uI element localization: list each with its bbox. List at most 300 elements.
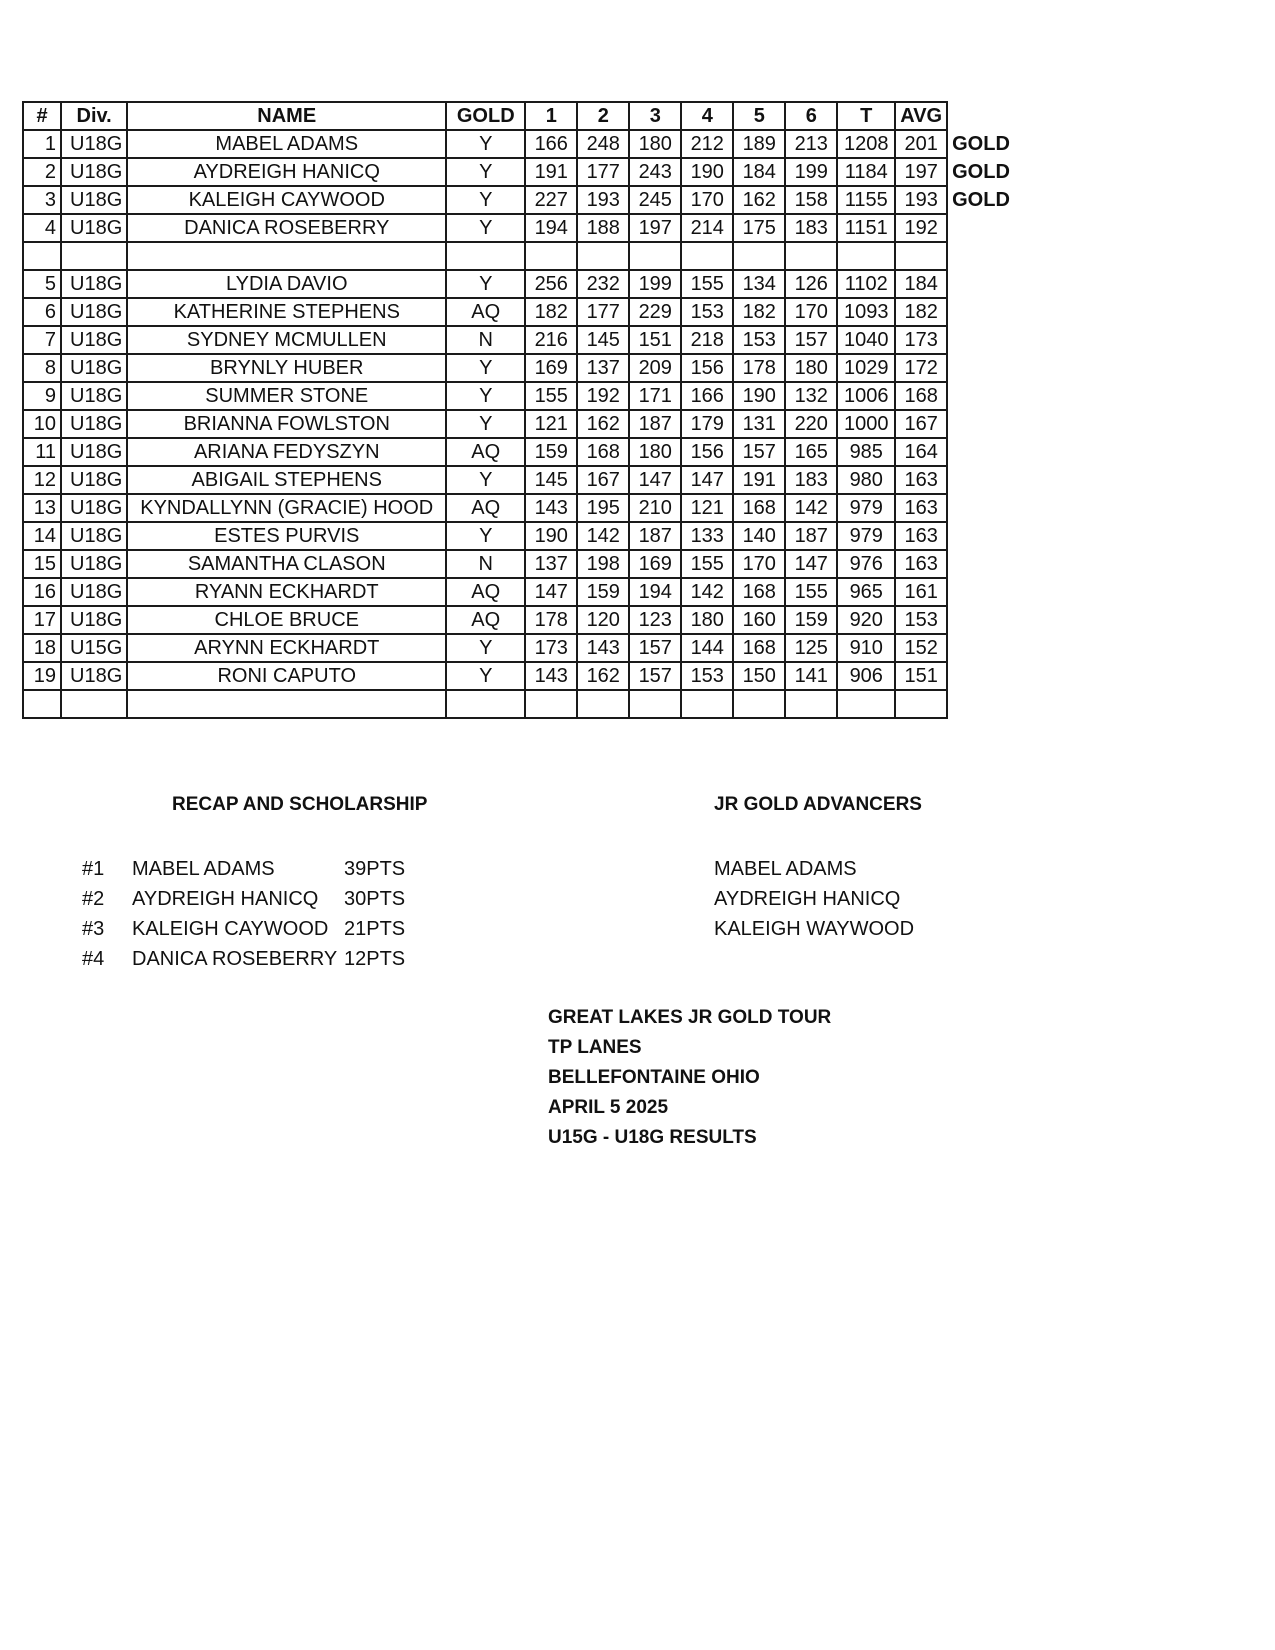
- rank-cell: 9: [23, 382, 61, 410]
- recap-name: MABEL ADAMS: [132, 858, 275, 880]
- game-5-cell: 190: [733, 382, 785, 410]
- empty-cell: [837, 242, 895, 270]
- gold-status-cell: Y: [446, 522, 525, 550]
- total-cell: 1102: [837, 270, 895, 298]
- table-row: [23, 130, 1015, 158]
- header-game-3: 3: [629, 102, 681, 130]
- empty-cell: [127, 690, 446, 718]
- game-3-cell: 147: [629, 466, 681, 494]
- empty-cell: [525, 242, 577, 270]
- average-cell: 164: [895, 438, 947, 466]
- game-6-cell: 187: [785, 522, 837, 550]
- game-4-cell: 156: [681, 354, 733, 382]
- header-game-4: 4: [681, 102, 733, 130]
- division-cell: U18G: [61, 606, 127, 634]
- empty-cell: [23, 690, 61, 718]
- gold-flag-label: [947, 634, 1015, 662]
- gold-flag-label: [947, 550, 1015, 578]
- average-cell: 193: [895, 186, 947, 214]
- name-cell: BRYNLY HUBER: [127, 354, 446, 382]
- empty-cell: [23, 242, 61, 270]
- table-row: [23, 662, 1015, 690]
- game-4-cell: 214: [681, 214, 733, 242]
- gold-flag-label: [947, 522, 1015, 550]
- rank-cell: 14: [23, 522, 61, 550]
- division-cell: U18G: [61, 270, 127, 298]
- game-5-cell: 189: [733, 130, 785, 158]
- division-cell: U18G: [61, 662, 127, 690]
- name-cell: SUMMER STONE: [127, 382, 446, 410]
- average-cell: 168: [895, 382, 947, 410]
- game-3-cell: 245: [629, 186, 681, 214]
- game-4-cell: 218: [681, 326, 733, 354]
- game-4-cell: 170: [681, 186, 733, 214]
- advancer-name: MABEL ADAMS: [714, 858, 857, 880]
- total-cell: 1006: [837, 382, 895, 410]
- game-2-cell: 162: [577, 410, 629, 438]
- name-cell: KYNDALLYNN (GRACIE) HOOD: [127, 494, 446, 522]
- average-cell: 163: [895, 494, 947, 522]
- header-rank: #: [23, 102, 61, 130]
- game-3-cell: 209: [629, 354, 681, 382]
- game-6-cell: 159: [785, 606, 837, 634]
- table-row: [23, 270, 1015, 298]
- game-6-cell: 155: [785, 578, 837, 606]
- game-1-cell: 143: [525, 494, 577, 522]
- game-5-cell: 168: [733, 634, 785, 662]
- empty-row: [23, 242, 1015, 270]
- gold-flag-label: [947, 662, 1015, 690]
- game-5-cell: 182: [733, 298, 785, 326]
- game-2-cell: 193: [577, 186, 629, 214]
- total-cell: 979: [837, 494, 895, 522]
- gold-flag-label: GOLD: [952, 133, 1010, 155]
- empty-cell: [446, 242, 525, 270]
- game-6-cell: 183: [785, 214, 837, 242]
- game-4-cell: 180: [681, 606, 733, 634]
- game-1-cell: 137: [525, 550, 577, 578]
- game-5-cell: 150: [733, 662, 785, 690]
- game-4-cell: 153: [681, 662, 733, 690]
- empty-cell: [681, 242, 733, 270]
- recap-points: 30PTS: [344, 888, 406, 910]
- game-2-cell: 177: [577, 158, 629, 186]
- rank-cell: 18: [23, 634, 61, 662]
- game-2-cell: 137: [577, 354, 629, 382]
- empty-cell: [947, 690, 1015, 718]
- game-5-cell: 184: [733, 158, 785, 186]
- game-1-cell: 227: [525, 186, 577, 214]
- game-5-cell: 140: [733, 522, 785, 550]
- game-6-cell: 125: [785, 634, 837, 662]
- recap-title: RECAP AND SCHOLARSHIP: [172, 794, 428, 815]
- table-row: [23, 214, 1015, 242]
- average-cell: 163: [895, 466, 947, 494]
- game-3-cell: 151: [629, 326, 681, 354]
- game-3-cell: 123: [629, 606, 681, 634]
- game-3-cell: 243: [629, 158, 681, 186]
- name-cell: ABIGAIL STEPHENS: [127, 466, 446, 494]
- recap-name: KALEIGH CAYWOOD: [132, 918, 329, 940]
- game-5-cell: 168: [733, 578, 785, 606]
- game-5-cell: 157: [733, 438, 785, 466]
- gold-flag-label: [947, 214, 1015, 242]
- table-row: [23, 186, 1015, 214]
- name-cell: KATHERINE STEPHENS: [127, 298, 446, 326]
- gold-status-cell: AQ: [446, 494, 525, 522]
- recap-rank: #4: [82, 948, 105, 970]
- game-3-cell: 171: [629, 382, 681, 410]
- game-1-cell: 191: [525, 158, 577, 186]
- average-cell: 184: [895, 270, 947, 298]
- gold-status-cell: AQ: [446, 578, 525, 606]
- empty-cell: [525, 690, 577, 718]
- table-row: [23, 382, 1015, 410]
- total-cell: 979: [837, 522, 895, 550]
- total-cell: 980: [837, 466, 895, 494]
- game-3-cell: 180: [629, 130, 681, 158]
- game-3-cell: 180: [629, 438, 681, 466]
- gold-status-cell: N: [446, 550, 525, 578]
- empty-cell: [895, 690, 947, 718]
- event-info: [548, 1003, 831, 1153]
- top-rows: [23, 130, 1015, 242]
- name-cell: ARIANA FEDYSZYN: [127, 438, 446, 466]
- rank-cell: 2: [23, 158, 61, 186]
- average-cell: 153: [895, 606, 947, 634]
- game-2-cell: 162: [577, 662, 629, 690]
- name-cell: MABEL ADAMS: [127, 130, 446, 158]
- game-6-cell: 183: [785, 466, 837, 494]
- game-4-cell: 212: [681, 130, 733, 158]
- game-6-cell: 180: [785, 354, 837, 382]
- rank-cell: 7: [23, 326, 61, 354]
- game-6-cell: 213: [785, 130, 837, 158]
- game-4-cell: 179: [681, 410, 733, 438]
- gold-flag-label: [947, 298, 1015, 326]
- total-cell: 985: [837, 438, 895, 466]
- gold-flag-label: [947, 410, 1015, 438]
- game-3-cell: 210: [629, 494, 681, 522]
- total-cell: 1208: [837, 130, 895, 158]
- total-cell: 1093: [837, 298, 895, 326]
- recap-points: 39PTS: [344, 858, 406, 880]
- game-2-cell: 145: [577, 326, 629, 354]
- division-cell: U18G: [61, 158, 127, 186]
- game-1-cell: 155: [525, 382, 577, 410]
- rank-cell: 8: [23, 354, 61, 382]
- total-cell: 906: [837, 662, 895, 690]
- gold-status-cell: Y: [446, 354, 525, 382]
- recap-item: [82, 944, 422, 974]
- game-6-cell: 157: [785, 326, 837, 354]
- empty-cell: [733, 690, 785, 718]
- empty-cell: [446, 690, 525, 718]
- empty-cell: [61, 690, 127, 718]
- empty-cell: [837, 690, 895, 718]
- recap-rank: #2: [82, 888, 105, 910]
- gold-status-cell: Y: [446, 382, 525, 410]
- division-cell: U18G: [61, 354, 127, 382]
- division-cell: U18G: [61, 466, 127, 494]
- game-2-cell: 177: [577, 298, 629, 326]
- division-cell: U18G: [61, 326, 127, 354]
- game-6-cell: 142: [785, 494, 837, 522]
- name-cell: RONI CAPUTO: [127, 662, 446, 690]
- rank-cell: 19: [23, 662, 61, 690]
- game-5-cell: 131: [733, 410, 785, 438]
- event-venue: TP LANES: [548, 1037, 642, 1058]
- game-6-cell: 132: [785, 382, 837, 410]
- total-cell: 1155: [837, 186, 895, 214]
- game-3-cell: 187: [629, 522, 681, 550]
- game-5-cell: 178: [733, 354, 785, 382]
- average-cell: 182: [895, 298, 947, 326]
- total-cell: 976: [837, 550, 895, 578]
- event-tour-name: GREAT LAKES JR GOLD TOUR: [548, 1007, 832, 1028]
- gold-flag-label: [947, 438, 1015, 466]
- table-row: [23, 550, 1015, 578]
- gold-status-cell: Y: [446, 214, 525, 242]
- rank-cell: 1: [23, 130, 61, 158]
- trailing-row-group: [23, 690, 1015, 718]
- average-cell: 197: [895, 158, 947, 186]
- table-row: [23, 438, 1015, 466]
- game-1-cell: 121: [525, 410, 577, 438]
- game-2-cell: 142: [577, 522, 629, 550]
- empty-cell: [733, 242, 785, 270]
- event-date: APRIL 5 2025: [548, 1097, 669, 1118]
- game-4-cell: 166: [681, 382, 733, 410]
- game-1-cell: 159: [525, 438, 577, 466]
- game-2-cell: 188: [577, 214, 629, 242]
- division-cell: U18G: [61, 130, 127, 158]
- gold-flag-label: [947, 270, 1015, 298]
- recap-points: 12PTS: [344, 948, 406, 970]
- empty-cell: [629, 690, 681, 718]
- division-cell: U18G: [61, 438, 127, 466]
- header-game-6: 6: [785, 102, 837, 130]
- game-4-cell: 155: [681, 550, 733, 578]
- name-cell: RYANN ECKHARDT: [127, 578, 446, 606]
- game-1-cell: 178: [525, 606, 577, 634]
- gold-flag-label: [947, 494, 1015, 522]
- average-cell: 172: [895, 354, 947, 382]
- total-cell: 910: [837, 634, 895, 662]
- game-5-cell: 175: [733, 214, 785, 242]
- rank-cell: 15: [23, 550, 61, 578]
- division-cell: U18G: [61, 298, 127, 326]
- game-2-cell: 120: [577, 606, 629, 634]
- division-cell: U18G: [61, 214, 127, 242]
- game-2-cell: 198: [577, 550, 629, 578]
- game-3-cell: 194: [629, 578, 681, 606]
- rank-cell: 5: [23, 270, 61, 298]
- gold-status-cell: Y: [446, 634, 525, 662]
- game-1-cell: 173: [525, 634, 577, 662]
- advancer-name: AYDREIGH HANICQ: [714, 888, 901, 910]
- gold-flag-label: [947, 466, 1015, 494]
- gold-status-cell: Y: [446, 186, 525, 214]
- table-row: [23, 354, 1015, 382]
- header-game-2: 2: [577, 102, 629, 130]
- average-cell: 167: [895, 410, 947, 438]
- average-cell: 163: [895, 522, 947, 550]
- results-table: [22, 101, 1016, 719]
- division-cell: U18G: [61, 494, 127, 522]
- advancer-name: KALEIGH WAYWOOD: [714, 918, 915, 940]
- game-1-cell: 256: [525, 270, 577, 298]
- game-4-cell: 155: [681, 270, 733, 298]
- event-division-results: U15G - U18G RESULTS: [548, 1127, 757, 1148]
- game-2-cell: 195: [577, 494, 629, 522]
- game-4-cell: 121: [681, 494, 733, 522]
- recap-item: [82, 854, 422, 884]
- game-1-cell: 147: [525, 578, 577, 606]
- header-game-1: 1: [525, 102, 577, 130]
- rank-cell: 11: [23, 438, 61, 466]
- table-row: [23, 298, 1015, 326]
- name-cell: AYDREIGH HANICQ: [127, 158, 446, 186]
- game-2-cell: 167: [577, 466, 629, 494]
- total-cell: 1151: [837, 214, 895, 242]
- game-6-cell: 199: [785, 158, 837, 186]
- game-4-cell: 142: [681, 578, 733, 606]
- total-cell: 1040: [837, 326, 895, 354]
- game-1-cell: 182: [525, 298, 577, 326]
- event-location: BELLEFONTAINE OHIO: [548, 1067, 760, 1088]
- empty-cell: [127, 242, 446, 270]
- game-6-cell: 147: [785, 550, 837, 578]
- gold-flag-label: [947, 606, 1015, 634]
- game-4-cell: 153: [681, 298, 733, 326]
- gold-status-cell: Y: [446, 130, 525, 158]
- empty-cell: [577, 690, 629, 718]
- average-cell: 151: [895, 662, 947, 690]
- header-average: AVG: [895, 102, 947, 130]
- empty-row: [23, 690, 1015, 718]
- game-3-cell: 199: [629, 270, 681, 298]
- advancers-title: JR GOLD ADVANCERS: [714, 794, 922, 815]
- game-5-cell: 153: [733, 326, 785, 354]
- gold-status-cell: Y: [446, 158, 525, 186]
- empty-cell: [61, 242, 127, 270]
- gold-status-cell: AQ: [446, 438, 525, 466]
- gold-flag-label: [947, 382, 1015, 410]
- division-cell: U18G: [61, 410, 127, 438]
- total-cell: 965: [837, 578, 895, 606]
- gold-status-cell: AQ: [446, 606, 525, 634]
- gold-status-cell: Y: [446, 662, 525, 690]
- average-cell: 192: [895, 214, 947, 242]
- name-cell: BRIANNA FOWLSTON: [127, 410, 446, 438]
- header-game-5: 5: [733, 102, 785, 130]
- game-5-cell: 170: [733, 550, 785, 578]
- bottom-rows: [23, 270, 1015, 690]
- average-cell: 152: [895, 634, 947, 662]
- gold-flag-label: [947, 354, 1015, 382]
- name-cell: KALEIGH CAYWOOD: [127, 186, 446, 214]
- game-6-cell: 220: [785, 410, 837, 438]
- name-cell: CHLOE BRUCE: [127, 606, 446, 634]
- game-1-cell: 145: [525, 466, 577, 494]
- game-2-cell: 168: [577, 438, 629, 466]
- game-1-cell: 169: [525, 354, 577, 382]
- recap-item: [82, 884, 422, 914]
- game-1-cell: 190: [525, 522, 577, 550]
- gold-status-cell: AQ: [446, 298, 525, 326]
- table-row: [23, 578, 1015, 606]
- game-6-cell: 165: [785, 438, 837, 466]
- game-2-cell: 248: [577, 130, 629, 158]
- name-cell: LYDIA DAVIO: [127, 270, 446, 298]
- total-cell: 920: [837, 606, 895, 634]
- header-gold: GOLD: [446, 102, 525, 130]
- table-row: [23, 522, 1015, 550]
- game-4-cell: 144: [681, 634, 733, 662]
- average-cell: 161: [895, 578, 947, 606]
- game-4-cell: 147: [681, 466, 733, 494]
- division-cell: U18G: [61, 522, 127, 550]
- game-4-cell: 133: [681, 522, 733, 550]
- game-2-cell: 232: [577, 270, 629, 298]
- division-cell: U15G: [61, 634, 127, 662]
- game-5-cell: 134: [733, 270, 785, 298]
- empty-cell: [895, 242, 947, 270]
- table-row: [23, 634, 1015, 662]
- table-row: [23, 494, 1015, 522]
- table-header-row: [23, 102, 1015, 130]
- average-cell: 173: [895, 326, 947, 354]
- name-cell: ESTES PURVIS: [127, 522, 446, 550]
- game-2-cell: 192: [577, 382, 629, 410]
- game-6-cell: 126: [785, 270, 837, 298]
- recap-points: 21PTS: [344, 918, 406, 940]
- gold-flag-label: [947, 578, 1015, 606]
- name-cell: ARYNN ECKHARDT: [127, 634, 446, 662]
- game-3-cell: 157: [629, 634, 681, 662]
- recap-rank: #3: [82, 918, 105, 940]
- game-5-cell: 191: [733, 466, 785, 494]
- gold-status-cell: Y: [446, 410, 525, 438]
- game-3-cell: 169: [629, 550, 681, 578]
- division-cell: U18G: [61, 550, 127, 578]
- empty-cell: [785, 242, 837, 270]
- name-cell: DANICA ROSEBERRY: [127, 214, 446, 242]
- game-3-cell: 229: [629, 298, 681, 326]
- empty-cell: [577, 242, 629, 270]
- recap-name: DANICA ROSEBERRY: [132, 948, 338, 970]
- advancers-list: [714, 854, 914, 944]
- rank-cell: 4: [23, 214, 61, 242]
- total-cell: 1184: [837, 158, 895, 186]
- empty-cell: [681, 690, 733, 718]
- table-row: [23, 410, 1015, 438]
- gold-flag-label: [947, 326, 1015, 354]
- header-name: NAME: [127, 102, 446, 130]
- game-5-cell: 160: [733, 606, 785, 634]
- header-spacer: [947, 102, 1015, 130]
- game-1-cell: 166: [525, 130, 577, 158]
- division-cell: U18G: [61, 578, 127, 606]
- game-5-cell: 162: [733, 186, 785, 214]
- game-6-cell: 170: [785, 298, 837, 326]
- name-cell: SAMANTHA CLASON: [127, 550, 446, 578]
- table-row: [23, 158, 1015, 186]
- game-3-cell: 197: [629, 214, 681, 242]
- table-row: [23, 606, 1015, 634]
- empty-cell: [629, 242, 681, 270]
